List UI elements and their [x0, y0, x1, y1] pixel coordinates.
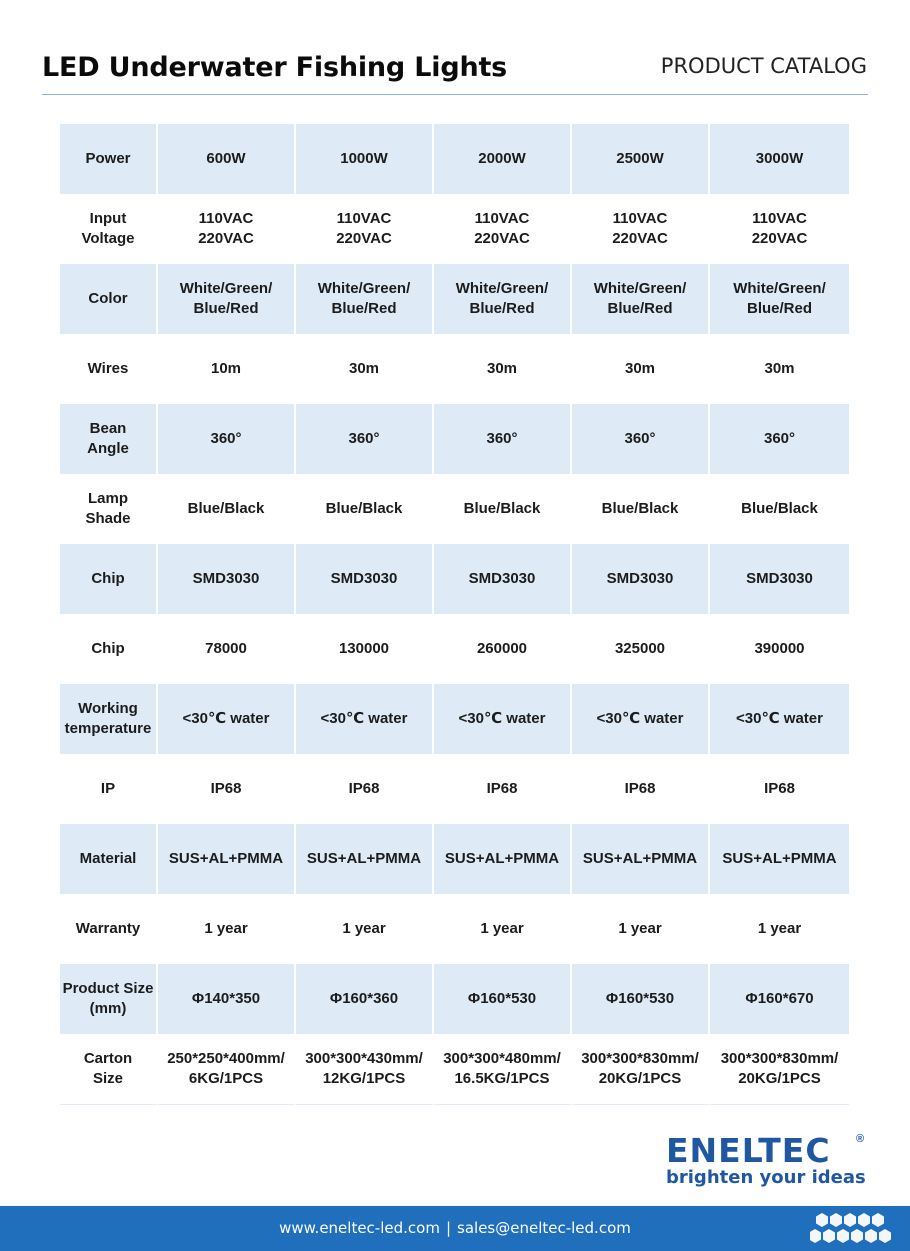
- table-cell: Blue/Black: [158, 474, 296, 544]
- table-cell: <30℃ water: [572, 684, 710, 754]
- table-cell: 360°: [710, 404, 849, 474]
- logo-wordmark: ENELTEC: [666, 1131, 831, 1170]
- row-label: Color: [60, 264, 158, 334]
- table-cell: 1 year: [296, 894, 434, 964]
- table-cell: 360°: [434, 404, 572, 474]
- table-cell: 110VAC 220VAC: [296, 194, 434, 264]
- row-label: IP: [60, 754, 158, 824]
- table-cell: SUS+AL+PMMA: [158, 824, 296, 894]
- table-cell: Φ160*670: [710, 964, 849, 1034]
- table-cell: 30m: [434, 334, 572, 404]
- table-cell: 600W: [158, 124, 296, 194]
- table-cell: Blue/Black: [710, 474, 849, 544]
- table-cell: Φ160*530: [572, 964, 710, 1034]
- table-row: [60, 404, 849, 474]
- table-cell: 3000W: [710, 124, 849, 194]
- table-cell: SUS+AL+PMMA: [572, 824, 710, 894]
- table-row: [60, 544, 849, 614]
- table-cell: Φ140*350: [158, 964, 296, 1034]
- table-cell: 2500W: [572, 124, 710, 194]
- table-cell: 390000: [710, 614, 849, 684]
- table-row: [60, 194, 849, 264]
- table-cell: 360°: [158, 404, 296, 474]
- spec-table-body: [60, 124, 849, 1105]
- table-row: [60, 964, 849, 1034]
- table-cell: SUS+AL+PMMA: [710, 824, 849, 894]
- footer-contact: [0, 1219, 910, 1237]
- row-label: Carton Size: [60, 1034, 158, 1105]
- footer-bar: [0, 1206, 910, 1251]
- table-cell: SUS+AL+PMMA: [434, 824, 572, 894]
- table-cell: Blue/Black: [572, 474, 710, 544]
- table-cell: 1000W: [296, 124, 434, 194]
- table-cell: SUS+AL+PMMA: [296, 824, 434, 894]
- table-cell: 78000: [158, 614, 296, 684]
- table-row: [60, 124, 849, 194]
- table-cell: 30m: [296, 334, 434, 404]
- table-row: [60, 894, 849, 964]
- logo-tagline: brighten your ideas: [666, 1167, 866, 1188]
- table-cell: Blue/Black: [434, 474, 572, 544]
- table-cell: 1 year: [434, 894, 572, 964]
- footer-separator: |: [445, 1219, 452, 1237]
- table-cell: 30m: [710, 334, 849, 404]
- table-cell: IP68: [296, 754, 434, 824]
- table-cell: White/Green/ Blue/Red: [572, 264, 710, 334]
- table-cell: White/Green/ Blue/Red: [434, 264, 572, 334]
- row-label: Chip: [60, 614, 158, 684]
- registered-mark: ®: [856, 1133, 865, 1145]
- page-title: LED Underwater Fishing Lights: [42, 52, 508, 83]
- table-cell: 300*300*430mm/ 12KG/1PCS: [296, 1034, 434, 1105]
- table-cell: 110VAC 220VAC: [572, 194, 710, 264]
- table-cell: 300*300*830mm/ 20KG/1PCS: [710, 1034, 849, 1105]
- website-link[interactable]: www.eneltec-led.com: [279, 1219, 440, 1237]
- row-label: Working temperature: [60, 684, 158, 754]
- table-cell: 30m: [572, 334, 710, 404]
- table-cell: White/Green/ Blue/Red: [710, 264, 849, 334]
- table-cell: SMD3030: [296, 544, 434, 614]
- row-label: Material: [60, 824, 158, 894]
- table-cell: 130000: [296, 614, 434, 684]
- table-row: [60, 1034, 849, 1105]
- table-cell: 300*300*480mm/ 16.5KG/1PCS: [434, 1034, 572, 1105]
- row-label: Wires: [60, 334, 158, 404]
- row-label: Bean Angle: [60, 404, 158, 474]
- table-cell: White/Green/ Blue/Red: [158, 264, 296, 334]
- table-cell: 110VAC 220VAC: [434, 194, 572, 264]
- table-cell: Φ160*530: [434, 964, 572, 1034]
- eneltec-logo: [666, 1133, 872, 1193]
- table-cell: 360°: [296, 404, 434, 474]
- table-cell: 2000W: [434, 124, 572, 194]
- table-cell: SMD3030: [710, 544, 849, 614]
- row-label: Chip: [60, 544, 158, 614]
- table-cell: 260000: [434, 614, 572, 684]
- table-cell: IP68: [434, 754, 572, 824]
- table-cell: 10m: [158, 334, 296, 404]
- table-cell: IP68: [158, 754, 296, 824]
- table-cell: SMD3030: [434, 544, 572, 614]
- table-cell: <30℃ water: [296, 684, 434, 754]
- table-cell: 1 year: [572, 894, 710, 964]
- table-cell: IP68: [710, 754, 849, 824]
- table-cell: 110VAC 220VAC: [158, 194, 296, 264]
- table-cell: White/Green/ Blue/Red: [296, 264, 434, 334]
- table-cell: SMD3030: [572, 544, 710, 614]
- row-label: Warranty: [60, 894, 158, 964]
- table-row: [60, 684, 849, 754]
- table-cell: 1 year: [158, 894, 296, 964]
- table-cell: <30℃ water: [434, 684, 572, 754]
- row-label: Lamp Shade: [60, 474, 158, 544]
- table-row: [60, 754, 849, 824]
- table-row: [60, 474, 849, 544]
- table-cell: <30℃ water: [158, 684, 296, 754]
- table-cell: Blue/Black: [296, 474, 434, 544]
- table-cell: IP68: [572, 754, 710, 824]
- table-cell: 110VAC 220VAC: [710, 194, 849, 264]
- table-cell: <30℃ water: [710, 684, 849, 754]
- row-label: Power: [60, 124, 158, 194]
- row-label: Product Size (mm): [60, 964, 158, 1034]
- table-row: [60, 264, 849, 334]
- table-cell: 1 year: [710, 894, 849, 964]
- table-row: [60, 334, 849, 404]
- spec-table: [60, 124, 849, 1105]
- table-cell: 300*300*830mm/ 20KG/1PCS: [572, 1034, 710, 1105]
- table-cell: 250*250*400mm/ 6KG/1PCS: [158, 1034, 296, 1105]
- row-label: Input Voltage: [60, 194, 158, 264]
- table-cell: 325000: [572, 614, 710, 684]
- header-divider: [42, 94, 868, 95]
- table-cell: Φ160*360: [296, 964, 434, 1034]
- table-row: [60, 824, 849, 894]
- email-link[interactable]: sales@eneltec-led.com: [457, 1219, 631, 1237]
- hexagon-pattern-icon: [810, 1212, 900, 1244]
- table-cell: 360°: [572, 404, 710, 474]
- table-cell: SMD3030: [158, 544, 296, 614]
- table-row: [60, 614, 849, 684]
- catalog-label: PRODUCT CATALOG: [660, 54, 867, 78]
